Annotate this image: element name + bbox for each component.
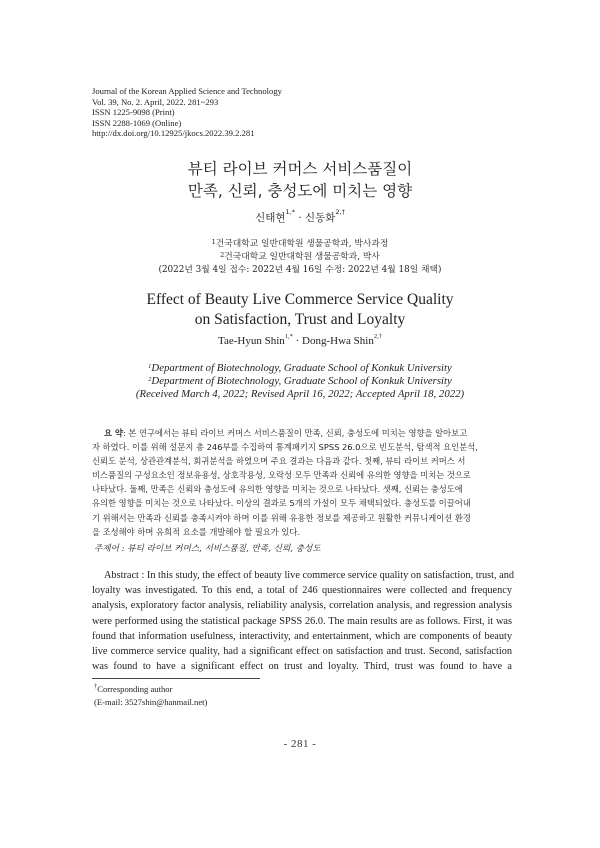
korean-abstract-label: 요 약 — [104, 428, 123, 438]
affil2-sup: 2 — [220, 251, 225, 259]
korean-affil2-text: 건국대학교 일반대학원 생물공학과, 박사 — [224, 252, 380, 262]
footnote-text: Corresponding author — [97, 684, 173, 694]
korean-abstract-line — [104, 426, 512, 440]
korean-author1-sup: 1,* — [285, 208, 295, 216]
footnote-email: (E-mail: 3527shin@hanmail.net) — [94, 696, 208, 707]
english-abstract-text: : In this study, the effect of beauty live commerce service quality on satisfaction, trust, and — [141, 570, 515, 581]
english-title-line1: Effect of Beauty Live Commerce Service Quality — [146, 291, 454, 308]
korean-affiliation-1 — [0, 238, 600, 251]
english-affiliation-2 — [0, 375, 600, 388]
korean-affiliations — [0, 238, 600, 277]
english-author2-sup: 2,† — [373, 333, 382, 340]
english-abstract-line: loyalty was investigated. To this end, a total of 246 questionnaires were collected and frequency — [92, 585, 512, 597]
korean-abstract-line: 을 조성해야 하며 유희적 요소를 개발해야 할 필요가 있다. — [92, 526, 301, 537]
english-affil1-text: Department of Biotechnology, Graduate School of Konkuk University — [151, 362, 452, 374]
english-abstract-line: analysis, exploratory factor analysis, reliability analysis, correlation analysis, and regression analysis — [92, 600, 512, 612]
korean-abstract-line: 유의한 영향을 미치는 것으로 나타났다. 이상의 결과로 5개의 가설이 모두 채택되었다. 충성도를 이끌어내 — [92, 498, 471, 509]
english-abstract-line: found that information usefulness, interactivity, and entertainment, which are components of beauty — [92, 630, 512, 642]
korean-author-separator: · — [298, 212, 302, 224]
korean-dates: (2022년 3월 4일 접수: 2022년 4월 16일 수정: 2022년 4월 18일 채택) — [158, 265, 442, 275]
korean-author2: 신동화 — [305, 212, 336, 224]
english-dates: (Received March 4, 2022; Revised April 16, 2022; Accepted April 18, 2022) — [135, 388, 465, 400]
page-number: - 281 - — [283, 738, 317, 750]
korean-affil1-text: 건국대학교 일반대학원 생물공학과, 박사과정 — [215, 239, 389, 249]
korean-affiliation-2 — [0, 251, 600, 264]
footnote-divider — [92, 678, 260, 679]
korean-author2-sup: 2,† — [335, 208, 345, 216]
journal-name: Journal of the Korean Applied Science and Technology — [92, 86, 282, 96]
korean-abstract-line: 신뢰도 분석, 상관관계분석, 회귀분석을 하였으며 주요 결과는 다음과 같다. 첫째, 뷰티 라이브 커머스 서 — [92, 456, 466, 467]
english-title-line2: on Satisfaction, Trust and Loyalty — [194, 311, 406, 328]
en-affil2-sup: 2 — [148, 376, 152, 383]
korean-abstract-line: 기 위해서는 만족과 신뢰를 충족시켜야 하며 이를 위해 유용한 정보를 제공하고 원활한 커뮤니케이션 환경 — [92, 512, 471, 523]
english-affil2-text: Department of Biotechnology, Graduate School of Konkuk University — [151, 375, 452, 387]
korean-authors — [0, 210, 600, 225]
english-author1: Tae-Hyun Shin — [218, 335, 285, 347]
issn-print: ISSN 1225-9098 (Print) — [92, 107, 175, 118]
english-affiliation-1 — [0, 362, 600, 375]
issn-online: ISSN 2288-1069 (Online) — [92, 117, 182, 128]
korean-abstract-line: 자 하였다. 이를 위해 설문지 총 246부를 수집하여 통계패키지 SPSS 26.0으로 빈도분석, 탐색적 요인분석, — [92, 442, 478, 453]
english-affiliations — [0, 362, 600, 401]
english-abstract-line: were performed using the statistical package SPSS 26.0. The main results are as follows. First, it was — [92, 615, 512, 627]
korean-title — [0, 158, 600, 202]
dagger-symbol: † — [94, 683, 98, 690]
doi-link[interactable]: http://dx.doi.org/10.12925/jkocs.2022.39.2.281 — [92, 128, 255, 139]
korean-author1: 신태현 — [255, 212, 286, 224]
korean-abstract-text: : 본 연구에서는 뷰티 라이브 커머스 서비스품질이 만족, 신뢰, 충성도에 미치는 영향을 알아보고 — [122, 428, 468, 438]
english-author2: Dong-Hwa Shin — [302, 335, 374, 347]
korean-abstract — [92, 426, 512, 539]
journal-volume: Vol. 39, No. 2. April, 2022. 281~293 — [92, 96, 219, 107]
english-author1-sup: 1,* — [284, 333, 293, 340]
english-author-separator: · — [295, 335, 300, 347]
korean-abstract-line: 나타났다. 둘째, 만족은 신뢰와 충성도에 유의한 영향을 미치는 것으로 나타났다. 셋째, 신뢰는 충성도에 — [92, 484, 463, 495]
english-abstract-line — [92, 568, 515, 583]
english-abstract-label: Abstract — [104, 570, 142, 581]
en-affil1-sup: 1 — [148, 363, 152, 370]
korean-title-line1: 뷰티 라이브 커머스 서비스품질이 — [187, 160, 413, 178]
footnote-corresponding — [94, 683, 207, 696]
korean-keywords: 주제어 : 뷰티 라이브 커머스, 서비스품질, 만족, 신뢰, 충성도 — [94, 544, 321, 554]
english-title — [0, 290, 600, 330]
english-authors — [0, 335, 600, 347]
english-abstract-line: was found to have a significant effect on trust and loyalty. Third, trust was found to have a — [92, 661, 512, 673]
journal-info — [92, 86, 282, 139]
korean-abstract-line: 비스품질의 구성요소인 정보유용성, 상호작용성, 오락성 모두 만족과 신뢰에 유의한 영향을 미치는 것으로 — [92, 470, 471, 481]
english-abstract — [92, 568, 515, 674]
affil1-sup: 1 — [211, 238, 216, 246]
footnote — [94, 683, 207, 708]
korean-title-line2: 만족, 신뢰, 충성도에 미치는 영향 — [187, 182, 413, 200]
english-abstract-line: live commerce service quality, had a significant effect on satisfaction and trust. Second, satisfaction — [92, 646, 512, 658]
